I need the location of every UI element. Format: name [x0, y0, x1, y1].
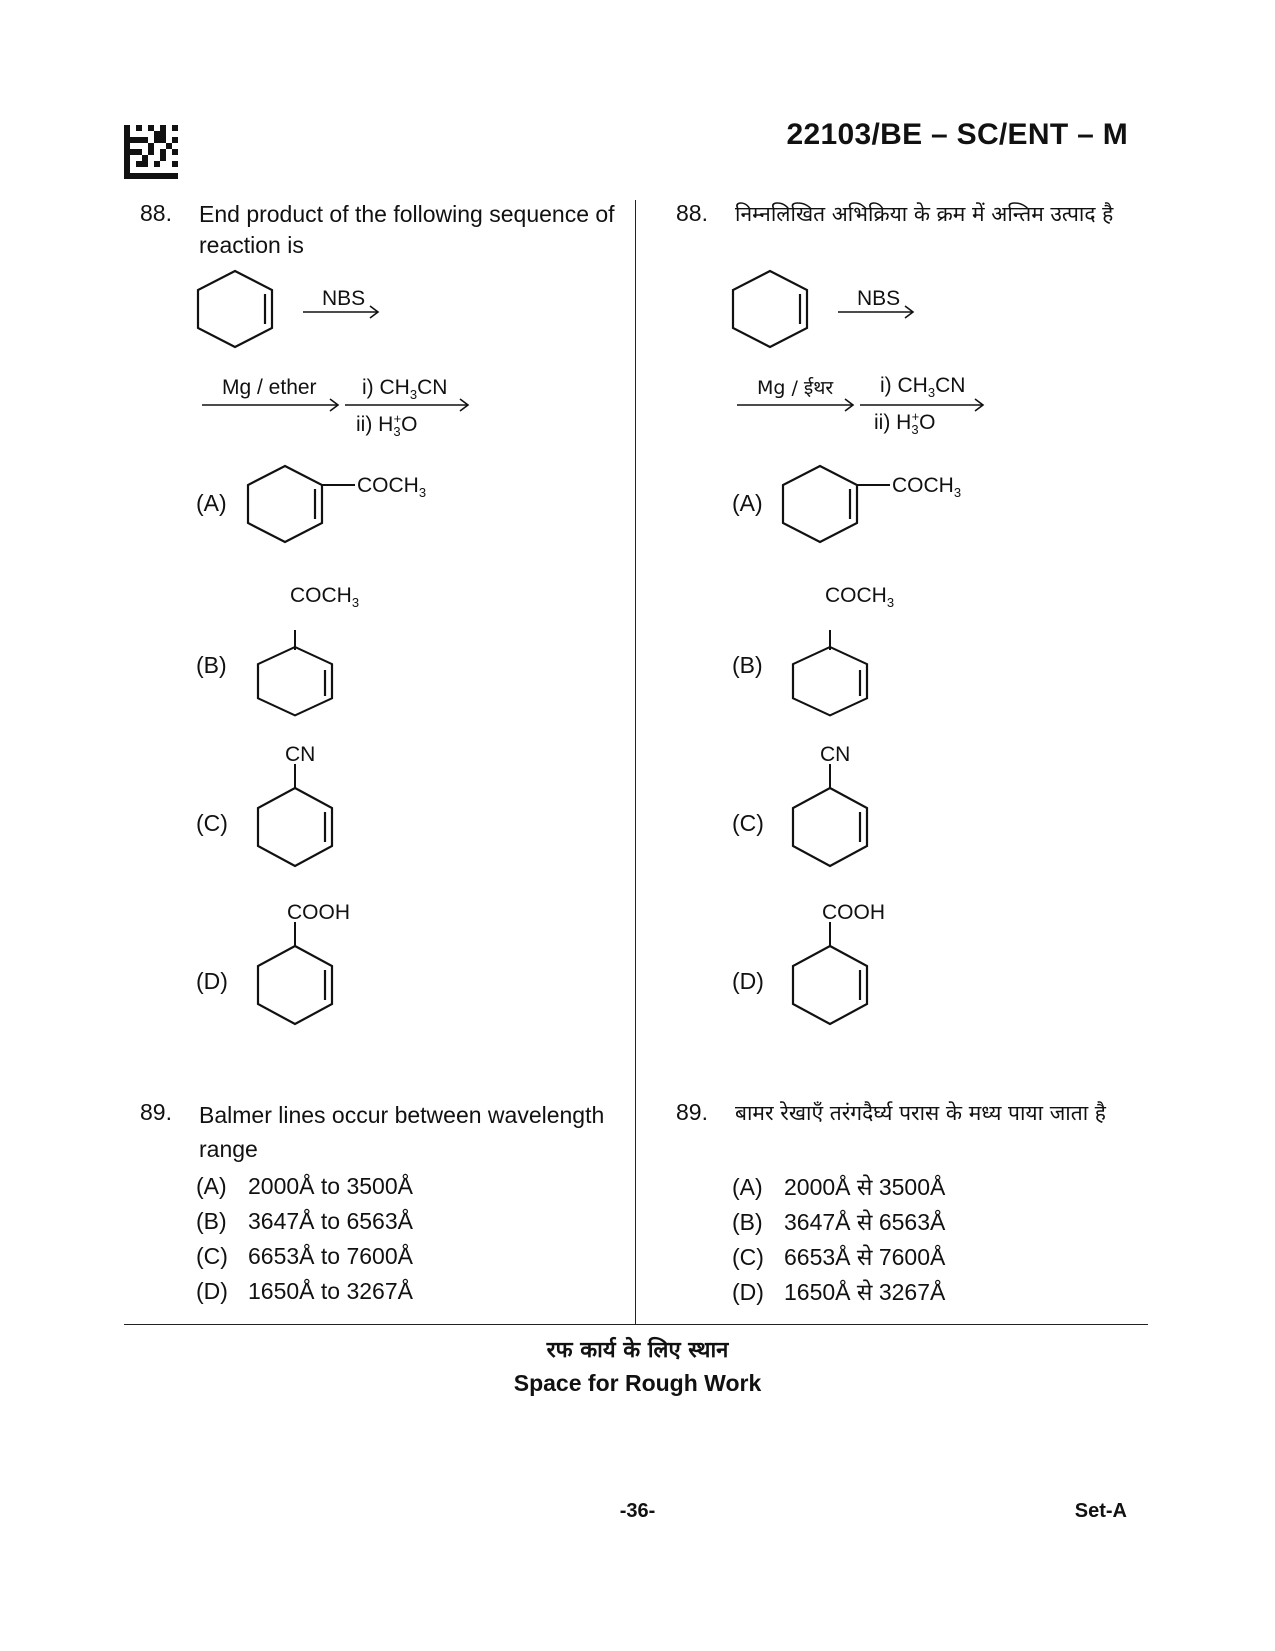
- q89-option-c-text: 6653Å to 7600Å: [248, 1243, 413, 1269]
- q88-option-d-label[interactable]: (D): [196, 968, 228, 994]
- q89-option-a-label: (A): [196, 1173, 227, 1199]
- rough-work-heading-hindi: रफ कार्य के लिए स्थान: [546, 1338, 729, 1363]
- q88-option-d-structure: [250, 916, 350, 1036]
- hindi-q89-option-a-text: 2000Å से 3500Å: [784, 1174, 946, 1200]
- set-label: Set-A: [1074, 1500, 1127, 1522]
- q89-option-b-text: 3647Å to 6563Å: [248, 1208, 413, 1234]
- rough-work-heading: Space for Rough Work: [513, 1370, 762, 1396]
- q89-option-a-text: 2000Å to 3500Å: [248, 1173, 413, 1199]
- hindi-q88-option-b-label[interactable]: (B): [732, 652, 763, 678]
- page-number: -36-: [619, 1500, 656, 1522]
- hindi-q88-option-c-label[interactable]: (C): [732, 810, 764, 836]
- q89-option-d[interactable]: [196, 1274, 413, 1309]
- hindi-question-88-number: 88.: [676, 200, 708, 226]
- hindi-q88-option-a-group: $COCH_3$: [892, 474, 962, 501]
- q88-reagent-h3o: ii) $H_3^+O$: [356, 411, 418, 440]
- hindi-q88-option-b-group: $COCH_3$: [825, 584, 895, 611]
- hindi-question-89-text: बामर रेखाएँ तरंगदैर्घ्य परास के मध्य पाया जाता है: [735, 1101, 1106, 1125]
- question-89-text: Balmer lines occur between wavelength range: [199, 1102, 605, 1162]
- hindi-q89-options: [732, 1170, 945, 1310]
- hindi-q88-reagent-h3o: ii) $H_3^+O$: [874, 409, 936, 438]
- hindi-q88-reagent-nbs: NBS: [857, 287, 901, 310]
- hindi-q88-option-d-structure: [785, 916, 885, 1036]
- hindi-q88-reaction-step1: [725, 262, 925, 362]
- hindi-q89-option-a-label: (A): [732, 1174, 763, 1200]
- hindi-q89-option-d-label: (D): [732, 1279, 764, 1305]
- hindi-question-88-text: निम्नलिखित अभिक्रिया के क्रम में अन्तिम उत्पाद है: [735, 202, 1114, 226]
- hindi-q88-option-d-label[interactable]: (D): [732, 968, 764, 994]
- hindi-q88-option-b-structure: [785, 620, 885, 720]
- hindi-q89-option-c-text: 6653Å से 7600Å: [784, 1244, 946, 1270]
- question-89-number: 89.: [140, 1099, 172, 1125]
- q88-option-a-label[interactable]: (A): [196, 490, 227, 516]
- q88-option-d-group: COOH: [287, 901, 350, 924]
- hindi-q88-option-d-group: COOH: [822, 901, 885, 924]
- q88-reagent-mg-ether: Mg / ether: [222, 376, 317, 399]
- hindi-q88-option-c-group: CN: [820, 743, 851, 766]
- q88-reagent-nbs: NBS: [322, 287, 366, 310]
- hindi-q89-option-c[interactable]: [732, 1240, 945, 1275]
- hindi-q88-reagent-mg-ether: Mg / ईथर: [757, 377, 834, 399]
- q89-option-b-label: (B): [196, 1208, 227, 1234]
- hindi-q89-option-d-text: 1650Å से 3267Å: [784, 1279, 946, 1305]
- q88-option-b-group: $COCH_3$: [290, 584, 360, 611]
- qr-code: [124, 125, 178, 179]
- hindi-q88-reagent-ch3cn: i) $CH_3CN$: [880, 374, 966, 401]
- q89-option-a[interactable]: [196, 1169, 413, 1204]
- paper-code: 22103/BE – SC/ENT – M: [786, 118, 1128, 151]
- hindi-question-89-number: 89.: [676, 1099, 708, 1125]
- hindi-q89-option-b-label: (B): [732, 1209, 763, 1235]
- hindi-q89-option-c-label: (C): [732, 1244, 764, 1270]
- q88-reaction-step1: [190, 262, 390, 362]
- hindi-q88-option-c-structure: [785, 758, 885, 878]
- q88-option-b-structure: [250, 620, 350, 720]
- q88-reagent-ch3cn: i) $CH_3CN$: [362, 376, 448, 403]
- q89-option-c[interactable]: [196, 1239, 413, 1274]
- rough-work-divider: [124, 1324, 1148, 1325]
- hindi-q89-option-a[interactable]: [732, 1170, 945, 1205]
- question-88-number: 88.: [140, 200, 172, 226]
- q88-option-c-label[interactable]: (C): [196, 810, 228, 836]
- q89-options: [196, 1169, 413, 1309]
- hindi-q89-option-b[interactable]: [732, 1205, 945, 1240]
- q89-option-c-label: (C): [196, 1243, 228, 1269]
- q88-option-a-group: $COCH_3$: [357, 474, 427, 501]
- q89-option-d-label: (D): [196, 1278, 228, 1304]
- q89-option-d-text: 1650Å to 3267Å: [248, 1278, 413, 1304]
- q88-option-c-group: CN: [285, 743, 316, 766]
- question-88-text: End product of the following sequence of reaction is: [199, 201, 615, 258]
- q89-option-b[interactable]: [196, 1204, 413, 1239]
- hindi-q88-option-a-label[interactable]: (A): [732, 490, 763, 516]
- column-divider: [635, 200, 636, 1324]
- hindi-q89-option-d[interactable]: [732, 1275, 945, 1310]
- hindi-q89-option-b-text: 3647Å से 6563Å: [784, 1209, 946, 1235]
- q88-option-b-label[interactable]: (B): [196, 652, 227, 678]
- q88-option-c-structure: [250, 758, 350, 878]
